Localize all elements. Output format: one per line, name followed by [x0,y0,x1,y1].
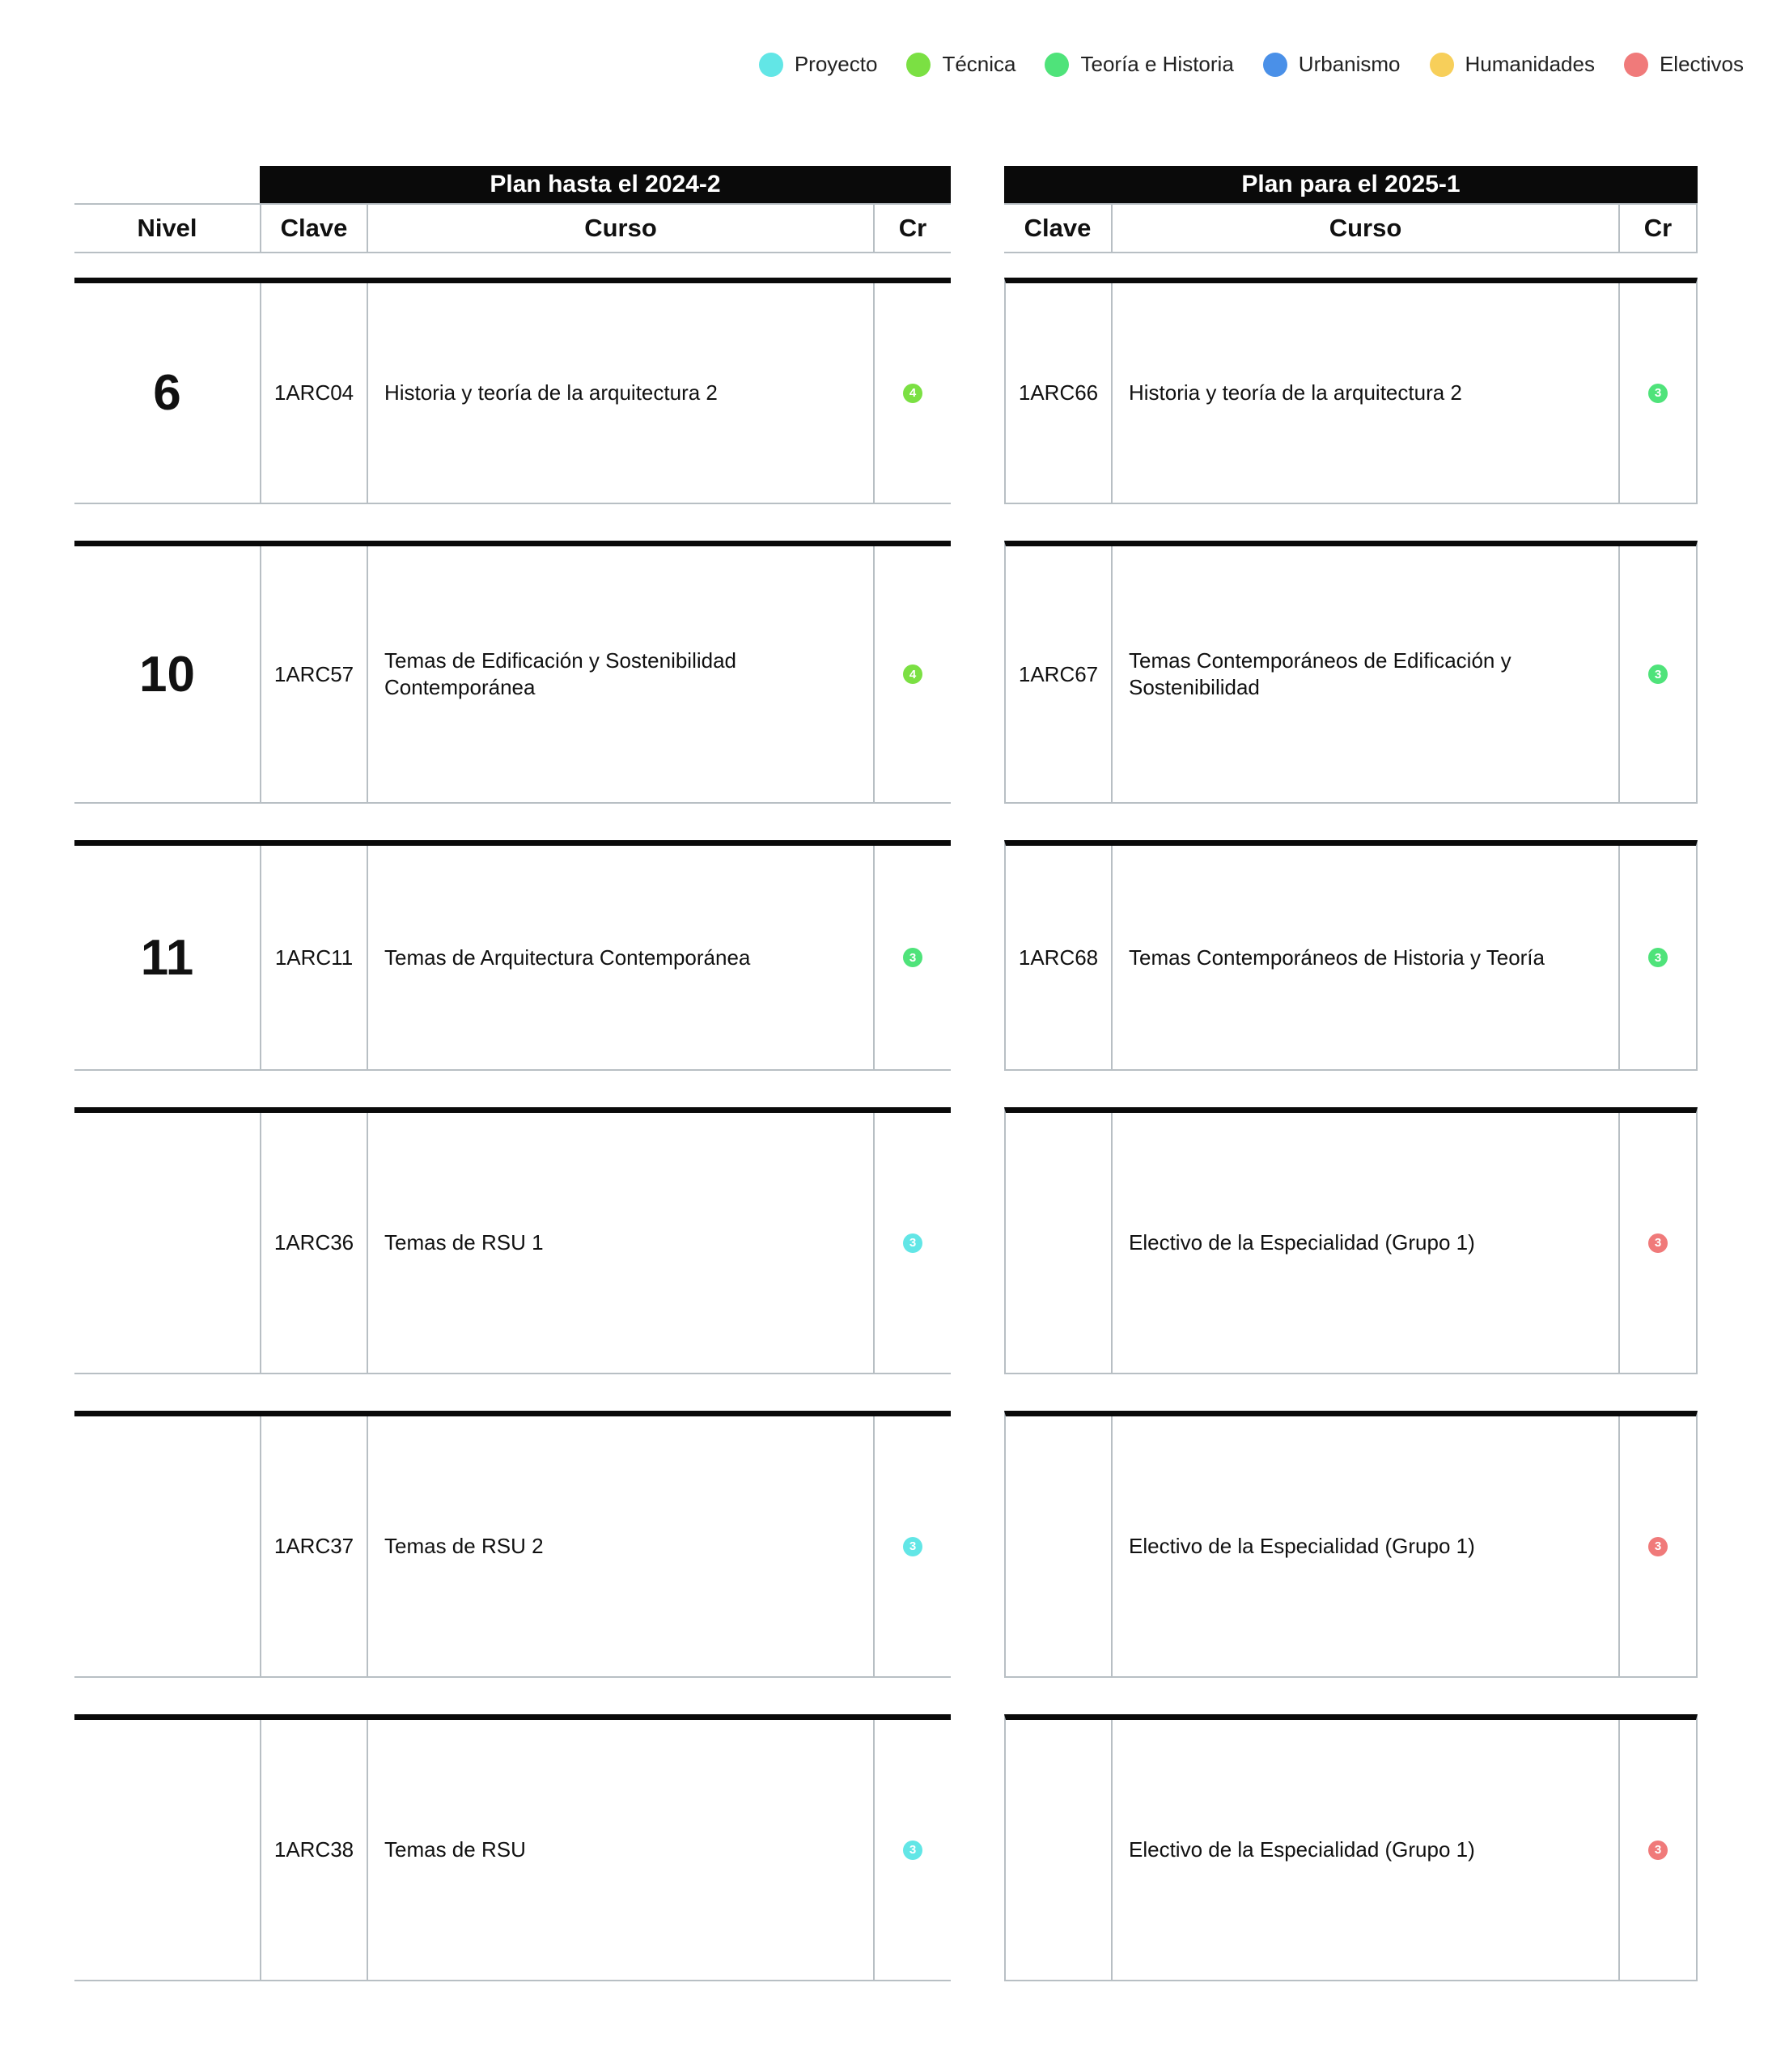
legend-label: Técnica [942,52,1016,76]
legend-item [1624,52,1744,77]
table-row [74,1107,951,1374]
curso-cell: Electivo de la Especialidad (Grupo 1) [1111,1113,1618,1373]
credit-badge-icon: 3 [1648,948,1668,967]
credits-cell [1618,1720,1696,1980]
legend-label: Humanidades [1465,52,1595,76]
column-header-curso: Curso [1111,205,1618,252]
credits-cell [873,846,951,1069]
credits-cell [1618,1416,1696,1676]
credit-badge-icon: 3 [1648,384,1668,403]
clave-cell: 1ARC66 [1018,380,1099,405]
legend-label: Electivos [1659,52,1744,76]
table-row [1004,1714,1698,1981]
credit-badge-icon: 4 [903,664,922,684]
column-header-curso: Curso [367,205,873,252]
legend-item [1045,52,1233,77]
old-plan-table [74,166,951,1981]
nivel-cell: 6 [153,365,181,421]
clave-cell: 1ARC04 [260,283,367,503]
curso-cell: Temas de RSU 1 [367,1113,873,1373]
clave-cell [1006,1113,1111,1373]
credit-badge-icon: 3 [1648,664,1668,684]
clave-cell: 1ARC11 [260,846,367,1069]
table-row [1004,840,1698,1071]
credit-badge-icon: 3 [903,948,922,967]
nivel-cell [74,1416,260,1676]
legend-dot-icon [1263,53,1287,77]
legend-label: Urbanismo [1298,52,1401,76]
clave-cell: 1ARC36 [260,1113,367,1373]
column-header-clave: Clave [260,205,367,252]
table-row [74,1411,951,1678]
curso-cell: Temas de RSU 2 [367,1416,873,1676]
table-row [74,1714,951,1981]
clave-cell: 1ARC37 [260,1416,367,1676]
credit-badge-icon: 3 [903,1841,922,1860]
legend-item [1430,52,1595,77]
column-header-cr: Cr [873,205,951,252]
credit-badge-icon: 3 [1648,1233,1668,1253]
credit-badge-icon: 3 [903,1537,922,1556]
credit-badge-icon: 3 [903,1233,922,1253]
legend-dot-icon [906,53,931,77]
legend-dot-icon [1624,53,1648,77]
curso-cell: Electivo de la Especialidad (Grupo 1) [1111,1416,1618,1676]
clave-cell: 1ARC68 [1018,945,1099,970]
column-header-clave: Clave [1024,214,1092,242]
curso-cell: Temas Contemporáneos de Historia y Teoría [1111,846,1618,1069]
curso-cell: Temas de Edificación y Sostenibilidad Contemporánea [367,546,873,802]
credits-cell [873,283,951,503]
table-row [74,840,951,1071]
legend-dot-icon [1430,53,1454,77]
nivel-cell [74,1720,260,1980]
legend-item [906,52,1015,77]
credits-cell [1618,1113,1696,1373]
new-plan-rows [1004,278,1698,1981]
legend-dot-icon [759,53,783,77]
nivel-cell: 11 [140,929,194,986]
new-plan-table [1004,166,1698,1981]
legend-label: Proyecto [794,52,878,76]
credits-cell [1618,283,1696,503]
legend [759,52,1744,77]
curso-cell: Historia y teoría de la arquitectura 2 [367,283,873,503]
credits-cell [1618,846,1696,1069]
clave-cell: 1ARC38 [260,1720,367,1980]
column-header-cr: Cr [1618,205,1696,252]
curso-cell: Electivo de la Especialidad (Grupo 1) [1111,1720,1618,1980]
curso-cell: Historia y teoría de la arquitectura 2 [1111,283,1618,503]
credit-badge-icon: 3 [1648,1841,1668,1860]
column-header-nivel: Nivel [137,214,197,242]
table-row [74,541,951,804]
header-spacer [74,166,260,203]
credit-badge-icon: 4 [903,384,922,403]
credit-badge-icon: 3 [1648,1537,1668,1556]
credits-cell [1618,546,1696,802]
legend-dot-icon [1045,53,1069,77]
nivel-cell: 10 [139,646,195,703]
table-row [1004,1411,1698,1678]
old-plan-title: Plan hasta el 2024-2 [260,166,951,203]
clave-cell [1006,1416,1111,1676]
curso-cell: Temas de RSU [367,1720,873,1980]
legend-item [1263,52,1401,77]
credits-cell [873,1113,951,1373]
table-row [74,278,951,504]
legend-item [759,52,878,77]
clave-cell [1006,1720,1111,1980]
old-plan-column-header [74,203,951,253]
nivel-cell [74,1113,260,1373]
table-row [1004,1107,1698,1374]
clave-cell: 1ARC57 [260,546,367,802]
legend-label: Teoría e Historia [1080,52,1234,76]
credits-cell [873,1720,951,1980]
curso-cell: Temas Contemporáneos de Edificación y Sostenibilidad [1111,546,1618,802]
table-row [1004,278,1698,504]
old-plan-rows [74,278,951,1981]
credits-cell [873,1416,951,1676]
credits-cell [873,546,951,802]
table-row [1004,541,1698,804]
clave-cell: 1ARC67 [1018,661,1099,686]
new-plan-title: Plan para el 2025-1 [1004,166,1698,203]
new-plan-column-header [1004,203,1698,253]
curso-cell: Temas de Arquitectura Contemporánea [367,846,873,1069]
